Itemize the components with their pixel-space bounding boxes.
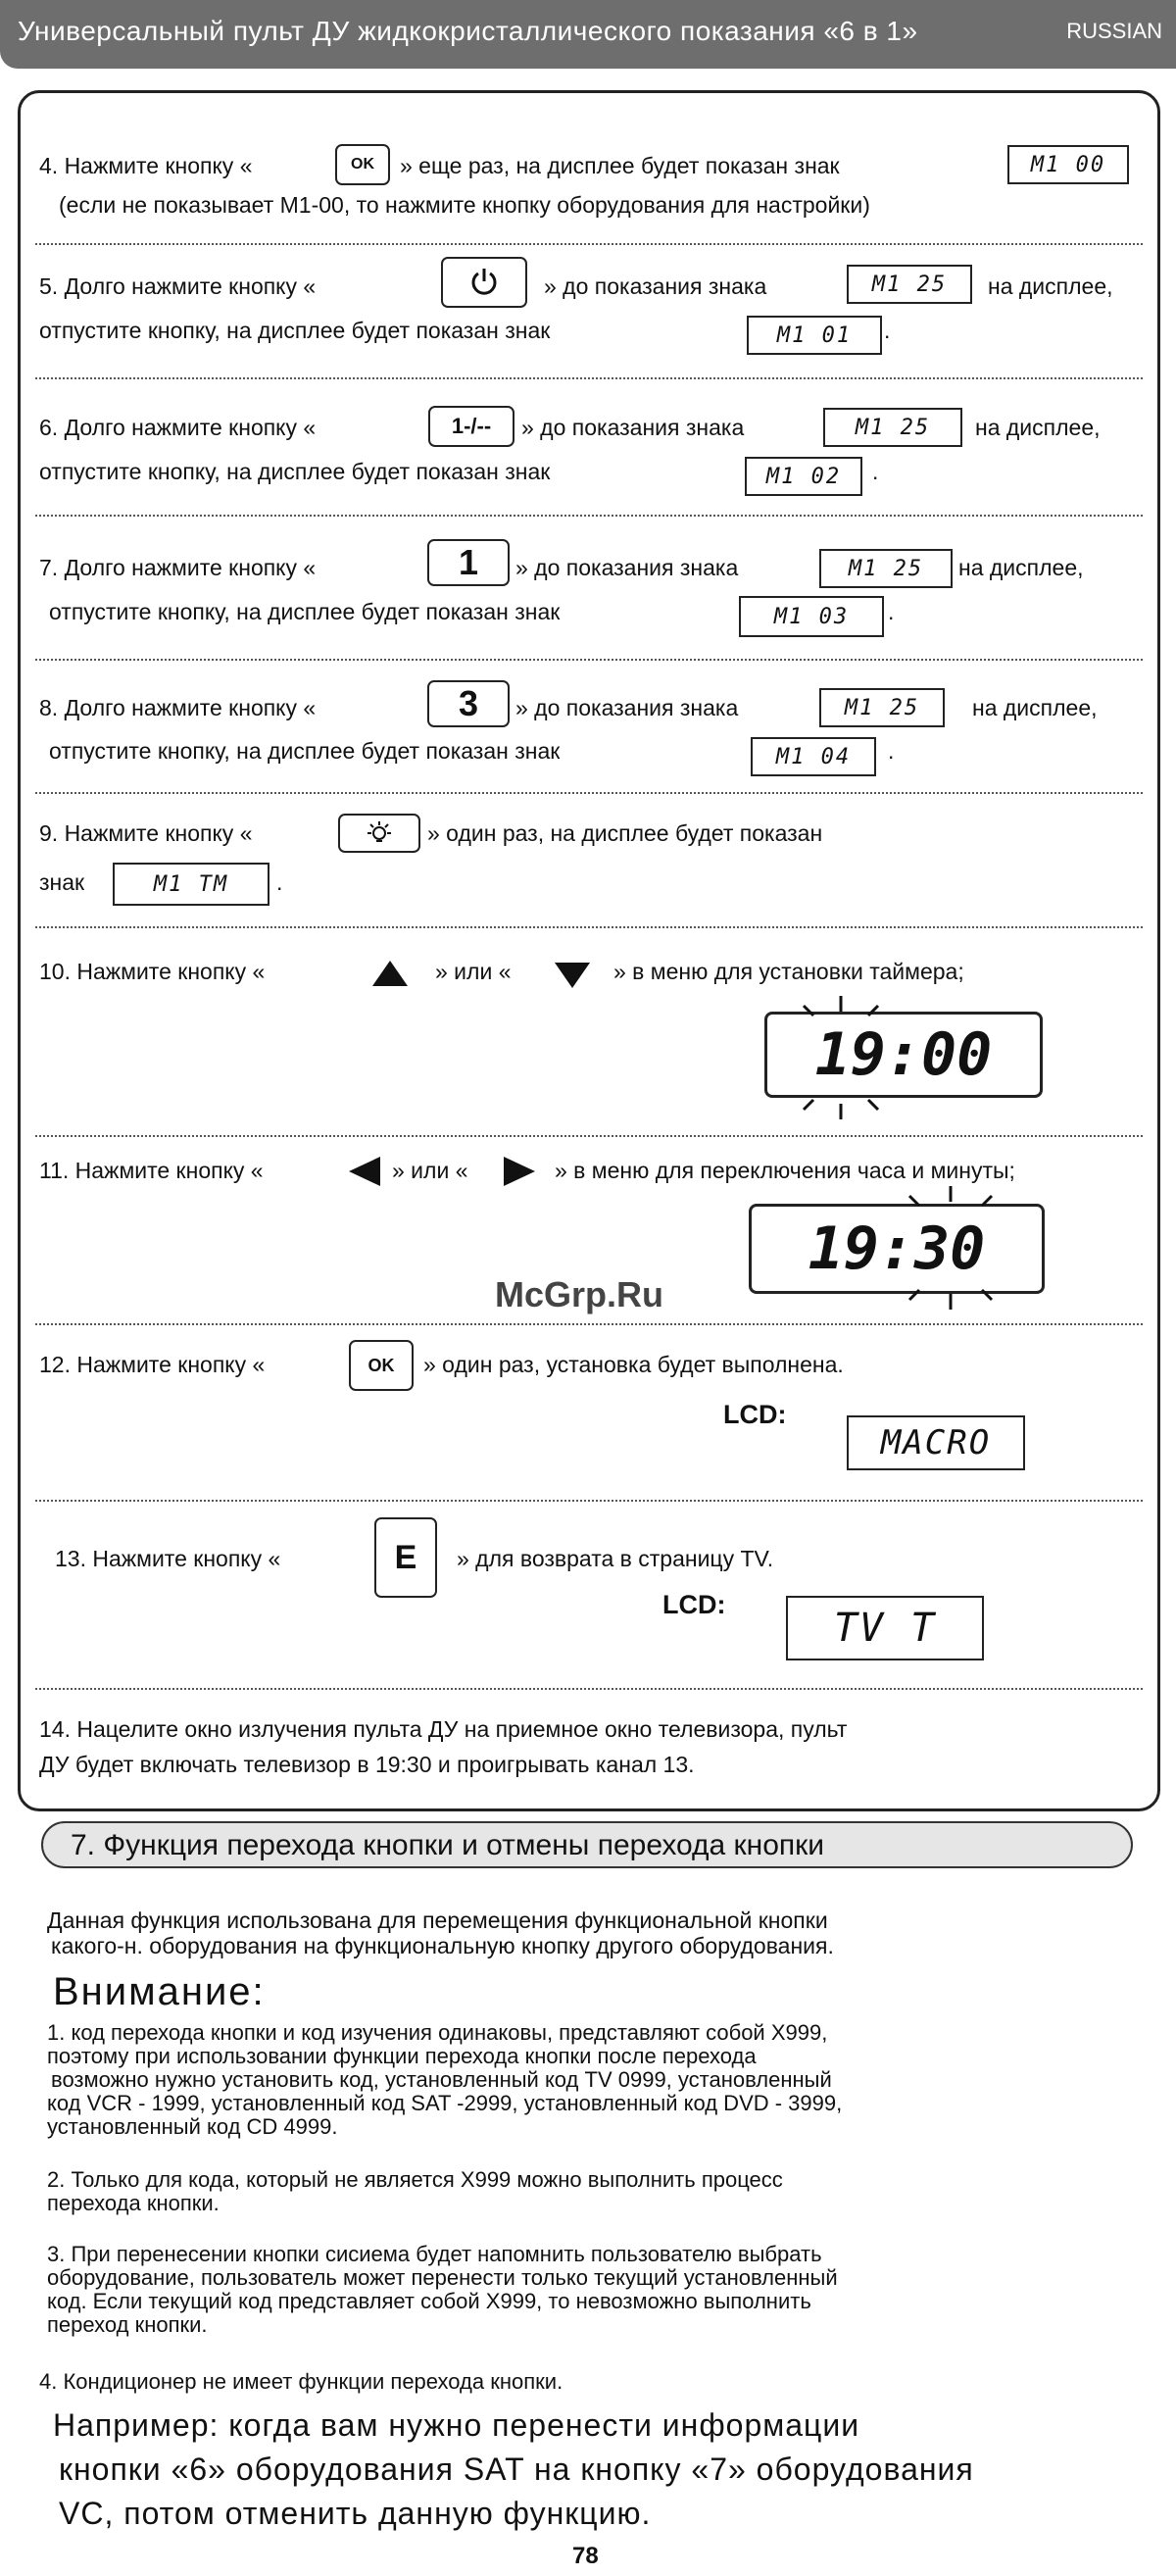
section-intro-line2: какого-н. оборудования на функциональную кнопку другого оборудования. (51, 1933, 834, 1958)
attention-heading: Внимание: (53, 1970, 266, 2013)
header-title: Универсальный пульт ДУ жидкокристаллического показания «6 в 1» (18, 16, 918, 46)
ok-button-icon: OK (335, 144, 390, 185)
step-5-line2: отпустите кнопку, на дисплее будет показан знак (39, 318, 551, 343)
example-block (53, 2403, 974, 2536)
step-11-text-c: » в меню для переключения часа и минуты; (555, 1158, 1015, 1183)
example-line3: VC, потом отменить данную функцию. (59, 2496, 652, 2531)
digit-dash-button-icon: 1-/-- (428, 406, 514, 447)
separator (35, 1323, 1143, 1325)
separator (35, 515, 1143, 517)
step-6-text-b: » до показания знака (521, 415, 745, 440)
lcd-m1-25: M1 25 (823, 408, 962, 447)
section-heading-bar (41, 1821, 1133, 1868)
step-4-note: (если не показывает М1-00, то нажмите кнопку оборудования для настройки) (59, 192, 870, 218)
step-5-text-b: » до показания знака (544, 273, 767, 299)
note-3-line1: 3. При перенесении кнопки сисиема будет напомнить пользователю выбрать (47, 2242, 822, 2266)
header-language: RUSSIAN (1066, 19, 1162, 43)
step-10-text: 10. Нажмите кнопку « (39, 959, 266, 984)
note-1-line5: установленный код CD 4999. (47, 2114, 338, 2139)
step-9-line2: знак (39, 869, 85, 895)
step-12-text: 12. Нажмите кнопку « (39, 1352, 266, 1377)
light-bulb-icon (360, 818, 399, 848)
example-line1: Например: когда вам нужно перенести информации (53, 2407, 860, 2443)
step-7-text-b: » до показания знака (515, 555, 739, 580)
note-1-line4: код VCR - 1999, установленный код SAT -2999, установленный код DVD - 3999, (47, 2091, 843, 2115)
note-3-line3: код. Если текущий код представляет собой Х999, то невозможно выполнить (47, 2289, 811, 2313)
step-8-text: 8. Долго нажмите кнопку « (39, 695, 317, 720)
lcd-clock-19-30: 19:30 (749, 1204, 1045, 1294)
period: . (276, 869, 283, 895)
separator (35, 243, 1143, 245)
step-10-text-c: » в меню для установки таймера; (613, 959, 964, 984)
step-7-line2: отпустите кнопку, на дисплее будет показан знак (49, 599, 561, 624)
period: . (888, 738, 895, 764)
section-title: 7. Функция перехода кнопки и отмены перехода кнопки (71, 1829, 825, 1861)
separator (35, 1500, 1143, 1502)
period: . (872, 459, 879, 484)
separator (35, 659, 1143, 661)
down-arrow-icon (553, 961, 592, 990)
step-14-line2: ДУ будет включать телевизор в 19:30 и проигрывать канал 13. (39, 1752, 695, 1777)
page-header (0, 0, 1176, 69)
step-12-text-b: » один раз, установка будет выполнена. (423, 1352, 844, 1377)
note-4: 4. Кондиционер не имеет функции перехода кнопки. (39, 2369, 564, 2394)
lcd-label: LCD: (662, 1590, 726, 1619)
section-intro-line1: Данная функция использована для перемещения функциональной кнопки (47, 1907, 828, 1933)
note-1-line3: возможно нужно установить код, установленный код TV 0999, установленный (51, 2067, 832, 2092)
lcd-m1-00: M1 00 (1007, 145, 1129, 184)
step-11-text: 11. Нажмите кнопку « (39, 1158, 264, 1183)
lcd-clock-19-00: 19:00 (764, 1012, 1043, 1098)
step-13-text-b: » для возврата в страницу TV. (457, 1546, 774, 1571)
blink-marks-icon (784, 994, 1029, 1121)
step-6-text-c: на дисплее, (975, 415, 1101, 440)
step-8-text-c: на дисплее, (972, 695, 1098, 720)
lcd-m1-25: M1 25 (847, 265, 972, 304)
note-3-line2: оборудование, пользователь может перенести только текущий установленный (47, 2265, 838, 2290)
lcd-m1-25: M1 25 (819, 688, 945, 727)
step-8-text-b: » до показания знака (515, 695, 739, 720)
digit-1-button-icon: 1 (427, 539, 510, 586)
lcd-m1-tm: M1 TM (113, 863, 270, 906)
separator (35, 792, 1143, 794)
step-4-text: 4. Нажмите кнопку « (39, 153, 253, 178)
note-2-line1: 2. Только для кода, который не является Х999 можно выполнить процесс (47, 2167, 783, 2192)
e-button-icon: E (374, 1517, 437, 1598)
step-11-text-b: » или « (392, 1158, 468, 1183)
separator (35, 377, 1143, 379)
period: . (884, 318, 891, 343)
lcd-tv-t: TV T (786, 1596, 984, 1660)
note-2-line2: перехода кнопки. (47, 2191, 220, 2215)
step-4-text-b: » еще раз, на дисплее будет показан знак (400, 153, 840, 178)
step-6-line2: отпустите кнопку, на дисплее будет показан знак (39, 459, 551, 484)
page-number: 78 (572, 2543, 599, 2569)
right-arrow-icon (502, 1155, 537, 1188)
note-1-line2: поэтому при использовании функции перехода кнопки после перехода (47, 2044, 757, 2068)
left-arrow-icon (347, 1155, 382, 1188)
power-icon (467, 266, 501, 299)
step-5-text: 5. Долго нажмите кнопку « (39, 273, 317, 299)
lcd-macro: MACRO (847, 1415, 1025, 1470)
step-7-text: 7. Долго нажмите кнопку « (39, 555, 317, 580)
lcd-label: LCD: (723, 1400, 787, 1429)
step-9-text-b: » один раз, на дисплее будет показан (427, 820, 823, 846)
blink-marks-icon (882, 1184, 1029, 1312)
digit-3-button-icon: 3 (427, 680, 510, 727)
note-3-line4: переход кнопки. (47, 2312, 208, 2337)
ok-button-icon: OK (349, 1340, 414, 1391)
watermark: McGrp.Ru (495, 1274, 664, 1314)
separator (35, 1135, 1143, 1137)
lcd-m1-02: M1 02 (745, 457, 862, 496)
period: . (888, 599, 895, 624)
step-7-text-c: на дисплее, (958, 555, 1084, 580)
step-14-line1: 14. Нацелите окно излучения пульта ДУ на приемное окно телевизора, пульт (39, 1716, 848, 1742)
lcd-m1-01: M1 01 (747, 316, 882, 355)
power-button-icon (441, 257, 527, 308)
step-10-text-b: » или « (435, 959, 512, 984)
example-line2: кнопки «6» оборудования SAT на кнопку «7» оборудования (59, 2452, 974, 2487)
lcd-m1-04: M1 04 (751, 737, 876, 776)
light-button-icon (338, 814, 420, 853)
step-8-line2: отпустите кнопку, на дисплее будет показан знак (49, 738, 561, 764)
step-5-text-c: на дисплее, (988, 273, 1113, 299)
note-1-line1: 1. код перехода кнопки и код изучения одинаковы, представляют собой Х999, (47, 2020, 828, 2045)
lcd-m1-25: M1 25 (819, 549, 953, 588)
step-13-text: 13. Нажмите кнопку « (55, 1546, 281, 1571)
separator (35, 926, 1143, 928)
up-arrow-icon (370, 959, 410, 988)
separator (35, 1688, 1143, 1690)
step-9-text: 9. Нажмите кнопку « (39, 820, 253, 846)
step-6-text: 6. Долго нажмите кнопку « (39, 415, 317, 440)
lcd-m1-03: M1 03 (739, 596, 884, 637)
